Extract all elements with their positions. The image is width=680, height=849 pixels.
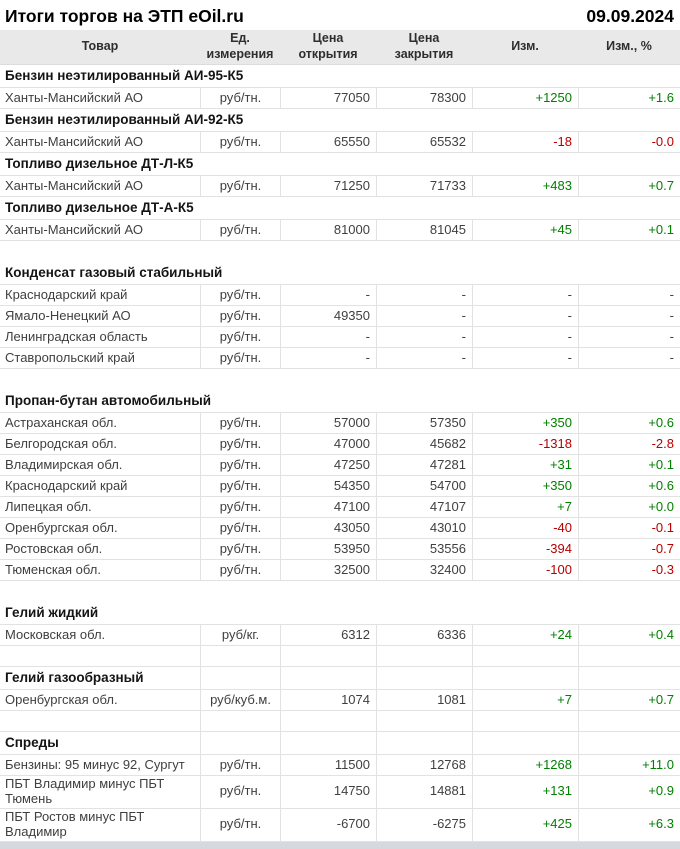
empty-cell: [200, 667, 280, 689]
col-header-unit: Ед. измерения: [206, 31, 274, 61]
open-price-cell: 43050: [280, 518, 376, 538]
change-cell: -1318: [472, 434, 578, 454]
unit-cell: руб/тн.: [200, 776, 280, 808]
close-price-cell: 71733: [376, 176, 472, 196]
open-price-cell: 47000: [280, 434, 376, 454]
unit-cell: руб/тн.: [200, 176, 280, 196]
section-row: [0, 732, 680, 755]
open-price-cell: 11500: [280, 755, 376, 775]
open-price-cell: 47250: [280, 455, 376, 475]
open-price-cell: 57000: [280, 413, 376, 433]
close-price-cell: 78300: [376, 88, 472, 108]
section-row: [0, 667, 680, 690]
section-title: Гелий газообразный: [5, 670, 144, 686]
page-title: Итоги торгов на ЭТП eOil.ru: [5, 5, 244, 26]
change-pct-cell: -0.3: [578, 560, 680, 580]
close-price-cell: -: [376, 285, 472, 305]
change-pct-cell: +0.9: [578, 776, 680, 808]
empty-cell: [200, 711, 280, 731]
close-price-cell: 65532: [376, 132, 472, 152]
empty-row: [0, 711, 680, 732]
empty-cell: [578, 667, 680, 689]
empty-cell: [578, 732, 680, 754]
empty-cell: [376, 711, 472, 731]
unit-cell: руб/тн.: [200, 809, 280, 841]
change-cell: +1268: [472, 755, 578, 775]
empty-cell: [472, 646, 578, 666]
close-price-cell: 54700: [376, 476, 472, 496]
section-row: [0, 602, 680, 625]
open-price-cell: 1074: [280, 690, 376, 710]
empty-cell: [200, 732, 280, 754]
open-price-cell: 53950: [280, 539, 376, 559]
section-title: Топливо дизельное ДТ-Л-К5: [5, 156, 194, 172]
change-pct-cell: +0.7: [578, 690, 680, 710]
section-title: Гелий жидкий: [5, 605, 99, 621]
close-price-cell: -: [376, 348, 472, 368]
close-price-cell: -: [376, 327, 472, 347]
empty-cell: [472, 732, 578, 754]
section-title: Бензин неэтилированный АИ-92-К5: [5, 112, 244, 128]
table-header-row: [0, 30, 680, 65]
change-pct-cell: +0.6: [578, 413, 680, 433]
data-row: [0, 776, 680, 809]
empty-cell: [472, 667, 578, 689]
unit-cell: руб/тн.: [200, 88, 280, 108]
change-cell: +425: [472, 809, 578, 841]
section-row: [0, 390, 680, 413]
close-price-cell: 32400: [376, 560, 472, 580]
change-pct-cell: -: [578, 327, 680, 347]
unit-cell: руб/тн.: [200, 560, 280, 580]
product-cell: Ленинградская область: [5, 328, 148, 344]
product-cell: Белгородская обл.: [5, 435, 118, 451]
close-price-cell: -: [376, 306, 472, 326]
change-pct-cell: -2.8: [578, 434, 680, 454]
change-cell: +350: [472, 476, 578, 496]
product-cell: ПБТ Ростов минус ПБТ Владимир: [5, 808, 145, 839]
product-cell: Ставропольский край: [5, 349, 135, 365]
change-cell: -: [472, 327, 578, 347]
unit-cell: руб/тн.: [200, 327, 280, 347]
title-bar: [0, 0, 680, 30]
empty-cell: [280, 711, 376, 731]
change-pct-cell: +0.1: [578, 455, 680, 475]
footer-bar: [0, 842, 680, 849]
empty-row: [0, 581, 680, 602]
col-header-change: Изм.: [511, 39, 539, 54]
empty-cell: [280, 667, 376, 689]
change-cell: +131: [472, 776, 578, 808]
change-cell: -: [472, 348, 578, 368]
product-cell: Ханты-Мансийский АО: [5, 89, 143, 105]
product-cell: Ростовская обл.: [5, 540, 103, 556]
open-price-cell: 47100: [280, 497, 376, 517]
section-title: Топливо дизельное ДТ-А-К5: [5, 200, 194, 216]
change-cell: +7: [472, 690, 578, 710]
product-cell: Ханты-Мансийский АО: [5, 177, 143, 193]
unit-cell: руб/тн.: [200, 755, 280, 775]
data-row: [0, 220, 680, 241]
col-header-close-price: Цена закрытия: [394, 31, 454, 61]
product-cell: Тюменская обл.: [5, 561, 101, 577]
open-price-cell: 71250: [280, 176, 376, 196]
close-price-cell: 81045: [376, 220, 472, 240]
data-row: [0, 88, 680, 109]
change-pct-cell: +0.6: [578, 476, 680, 496]
open-price-cell: -: [280, 327, 376, 347]
empty-row: [0, 241, 680, 262]
change-pct-cell: +1.6: [578, 88, 680, 108]
open-price-cell: 14750: [280, 776, 376, 808]
section-row: [0, 197, 680, 220]
unit-cell: руб/тн.: [200, 220, 280, 240]
open-price-cell: 54350: [280, 476, 376, 496]
data-row: [0, 497, 680, 518]
change-cell: -100: [472, 560, 578, 580]
unit-cell: руб/тн.: [200, 497, 280, 517]
open-price-cell: 77050: [280, 88, 376, 108]
change-cell: +483: [472, 176, 578, 196]
open-price-cell: 65550: [280, 132, 376, 152]
change-pct-cell: -0.0: [578, 132, 680, 152]
change-cell: +31: [472, 455, 578, 475]
section-row: [0, 262, 680, 285]
data-row: [0, 560, 680, 581]
section-row: [0, 153, 680, 176]
unit-cell: руб/тн.: [200, 455, 280, 475]
empty-cell: [0, 711, 200, 731]
product-cell: Липецкая обл.: [5, 498, 92, 514]
empty-row: [0, 646, 680, 667]
change-cell: +1250: [472, 88, 578, 108]
change-cell: +24: [472, 625, 578, 645]
empty-row: [0, 369, 680, 390]
empty-cell: [376, 732, 472, 754]
product-cell: ПБТ Владимир минус ПБТ Тюмень: [5, 776, 165, 806]
change-cell: +45: [472, 220, 578, 240]
data-row: [0, 434, 680, 455]
change-cell: -394: [472, 539, 578, 559]
unit-cell: руб/тн.: [200, 413, 280, 433]
data-row: [0, 285, 680, 306]
data-row: [0, 690, 680, 711]
unit-cell: руб/тн.: [200, 132, 280, 152]
unit-cell: руб/тн.: [200, 476, 280, 496]
unit-cell: руб/тн.: [200, 348, 280, 368]
data-row: [0, 755, 680, 776]
data-row: [0, 625, 680, 646]
product-cell: Краснодарский край: [5, 286, 128, 302]
unit-cell: руб/тн.: [200, 306, 280, 326]
close-price-cell: -6275: [376, 809, 472, 841]
close-price-cell: 47281: [376, 455, 472, 475]
section-title: Конденсат газовый стабильный: [5, 265, 223, 281]
empty-cell: [200, 646, 280, 666]
data-row: [0, 809, 680, 842]
close-price-cell: 47107: [376, 497, 472, 517]
empty-cell: [376, 667, 472, 689]
close-price-cell: 12768: [376, 755, 472, 775]
section-row: [0, 65, 680, 88]
change-pct-cell: +0.1: [578, 220, 680, 240]
data-row: [0, 348, 680, 369]
change-pct-cell: -: [578, 306, 680, 326]
section-row: [0, 109, 680, 132]
data-row: [0, 539, 680, 560]
empty-cell: [578, 646, 680, 666]
data-row: [0, 455, 680, 476]
empty-cell: [0, 646, 200, 666]
close-price-cell: 14881: [376, 776, 472, 808]
product-cell: Краснодарский край: [5, 477, 128, 493]
unit-cell: руб/тн.: [200, 285, 280, 305]
change-cell: -: [472, 285, 578, 305]
unit-cell: руб/кг.: [200, 625, 280, 645]
change-pct-cell: +11.0: [578, 755, 680, 775]
report-date: 09.09.2024: [586, 5, 674, 26]
unit-cell: руб/тн.: [200, 434, 280, 454]
change-cell: +7: [472, 497, 578, 517]
table-rows: [0, 65, 680, 842]
change-pct-cell: -: [578, 348, 680, 368]
close-price-cell: 57350: [376, 413, 472, 433]
empty-cell: [376, 646, 472, 666]
col-header-product: Товар: [81, 39, 119, 54]
open-price-cell: 6312: [280, 625, 376, 645]
product-cell: Московская обл.: [5, 626, 106, 642]
change-pct-cell: -0.7: [578, 539, 680, 559]
section-title: Пропан-бутан автомобильный: [5, 393, 212, 409]
data-row: [0, 413, 680, 434]
open-price-cell: 49350: [280, 306, 376, 326]
col-header-change-pct: Изм., %: [606, 39, 652, 54]
change-cell: -: [472, 306, 578, 326]
section-title: Спреды: [5, 735, 59, 751]
product-cell: Оренбургская обл.: [5, 691, 118, 707]
product-cell: Оренбургская обл.: [5, 519, 118, 535]
empty-cell: [280, 646, 376, 666]
change-cell: +350: [472, 413, 578, 433]
open-price-cell: -6700: [280, 809, 376, 841]
open-price-cell: -: [280, 285, 376, 305]
empty-cell: [578, 711, 680, 731]
unit-cell: руб/тн.: [200, 518, 280, 538]
change-cell: -40: [472, 518, 578, 538]
product-cell: Ямало-Ненецкий АО: [5, 307, 131, 323]
close-price-cell: 43010: [376, 518, 472, 538]
change-pct-cell: -: [578, 285, 680, 305]
data-row: [0, 327, 680, 348]
close-price-cell: 6336: [376, 625, 472, 645]
change-pct-cell: -0.1: [578, 518, 680, 538]
section-title: Бензин неэтилированный АИ-95-К5: [5, 68, 244, 84]
close-price-cell: 53556: [376, 539, 472, 559]
col-header-open-price: Цена открытия: [298, 31, 358, 61]
data-row: [0, 476, 680, 497]
product-cell: Ханты-Мансийский АО: [5, 221, 143, 237]
unit-cell: руб/куб.м.: [200, 690, 280, 710]
open-price-cell: 32500: [280, 560, 376, 580]
change-cell: -18: [472, 132, 578, 152]
close-price-cell: 1081: [376, 690, 472, 710]
product-cell: Бензины: 95 минус 92, Сургут: [5, 756, 185, 772]
change-pct-cell: +0.0: [578, 497, 680, 517]
product-cell: Ханты-Мансийский АО: [5, 133, 143, 149]
data-row: [0, 518, 680, 539]
close-price-cell: 45682: [376, 434, 472, 454]
product-cell: Астраханская обл.: [5, 414, 117, 430]
data-row: [0, 306, 680, 327]
open-price-cell: 81000: [280, 220, 376, 240]
change-pct-cell: +0.4: [578, 625, 680, 645]
change-pct-cell: +6.3: [578, 809, 680, 841]
product-cell: Владимирская обл.: [5, 456, 123, 472]
open-price-cell: -: [280, 348, 376, 368]
data-row: [0, 176, 680, 197]
unit-cell: руб/тн.: [200, 539, 280, 559]
empty-cell: [280, 732, 376, 754]
change-pct-cell: +0.7: [578, 176, 680, 196]
empty-cell: [472, 711, 578, 731]
data-row: [0, 132, 680, 153]
